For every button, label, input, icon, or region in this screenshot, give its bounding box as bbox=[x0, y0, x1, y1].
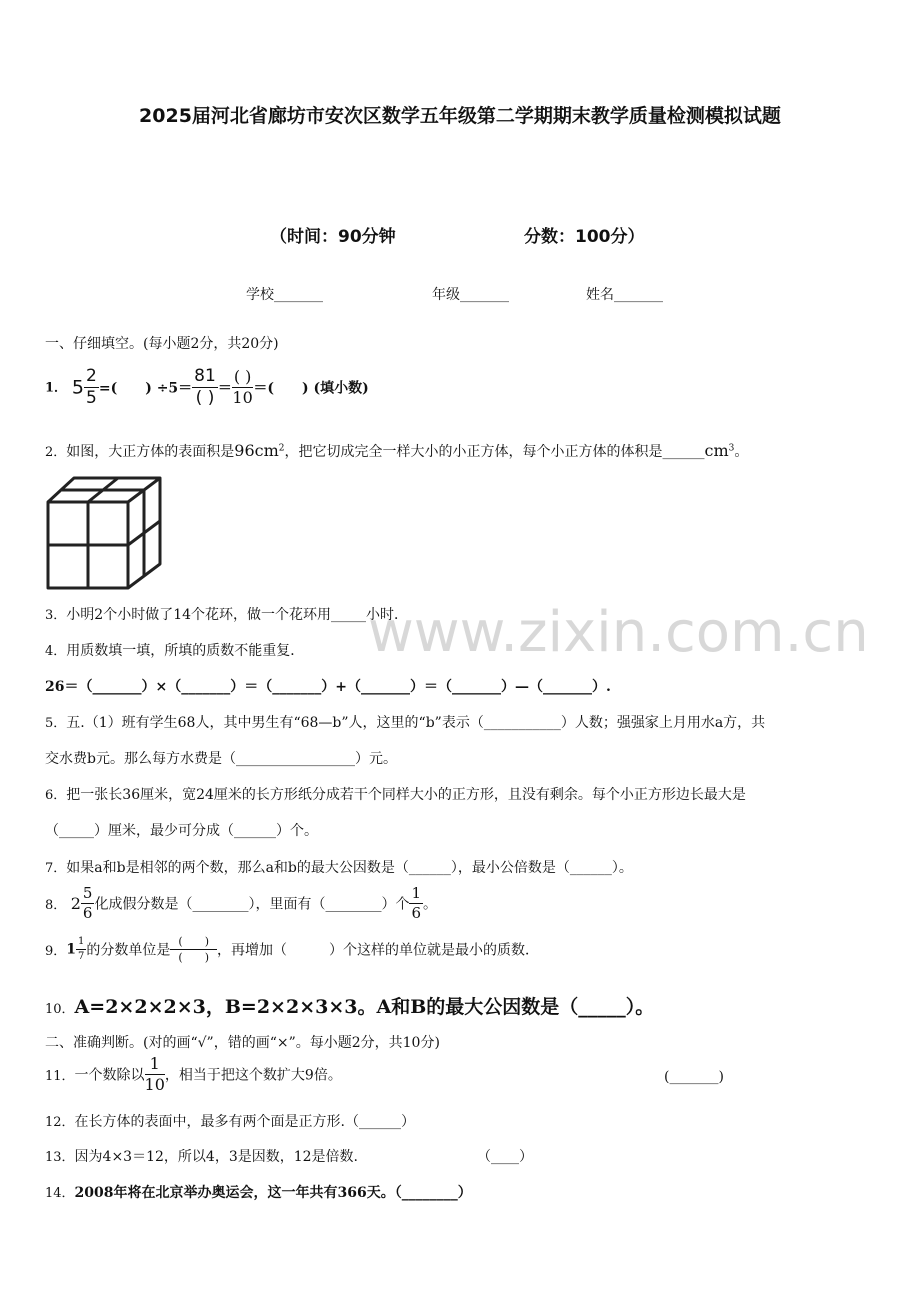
fraction: $\frac{1}{6}$ bbox=[411, 884, 422, 922]
q2-area: 96cm bbox=[234, 441, 279, 460]
question-3 bbox=[45, 604, 408, 624]
question-number: 9． bbox=[45, 944, 67, 959]
q10-text: A=2×2×2×3，B=2×2×3×3。A和B的最大公因数是（_____）。 bbox=[74, 996, 655, 1018]
question-number: 1． bbox=[45, 380, 68, 396]
q6-line1: 把一张长36厘米，宽24厘米的长方形纸分成若干个同样大小的正方形，且没有剩余。每个小正方形边长最大是 bbox=[66, 787, 746, 803]
question-11 bbox=[45, 1056, 342, 1093]
question-7 bbox=[45, 857, 633, 877]
name-field: 姓名_______ bbox=[586, 287, 663, 303]
fraction: $\frac{1}{10}$ bbox=[144, 1054, 165, 1094]
fraction: $\frac{( )}{( )}$ bbox=[170, 936, 217, 963]
q1-text-a: =( ) ÷5＝ bbox=[98, 380, 193, 397]
q5-line2: 交水费b元。那么每方水费是（_________________）元。 bbox=[45, 751, 397, 767]
q11-blank: (_______) bbox=[664, 1069, 724, 1085]
q7-text: 如果a和b是相邻的两个数，那么a和b的最大公因数是（______），最小公倍数是（______）。 bbox=[66, 860, 633, 876]
q12-text: 在长方体的表面中，最多有两个面是正方形.（______） bbox=[74, 1114, 415, 1130]
q1-text-b: ＝ bbox=[217, 380, 232, 397]
exam-title: 2025届河北省廊坊市安次区数学五年级第二学期期末教学质量检测模拟试题 bbox=[139, 105, 781, 127]
question-12 bbox=[45, 1111, 415, 1131]
q3-text: 小明2个小时做了14个花环，做一个花环用_____小时． bbox=[66, 607, 409, 623]
mixed-whole: 5 bbox=[71, 376, 85, 399]
question-14 bbox=[45, 1182, 472, 1202]
q14-text: 2008年将在北京举办奥运会，这一年共有366天。（________） bbox=[74, 1185, 472, 1201]
q2-exp: 2 bbox=[278, 443, 285, 454]
question-4 bbox=[45, 640, 304, 660]
section1-heading: 一、仔细填空。(每小题2分，共20分) bbox=[45, 336, 279, 352]
q13-blank: （____） bbox=[477, 1149, 533, 1165]
section2-heading: 二、准确判断。(对的画“√”，错的画“×”。每小题2分，共10分) bbox=[45, 1035, 440, 1051]
q9-text-b: ，再增加（ ）个这样的单位就是最小的质数． bbox=[217, 942, 539, 959]
question-number: 3． bbox=[45, 608, 67, 623]
q1-text-c: ＝( ) (填小数) bbox=[253, 380, 369, 397]
fraction: $\frac{81}{( )}$ bbox=[194, 366, 216, 408]
question-number: 2． bbox=[45, 445, 67, 460]
q2-text-b: ，把它切成完全一样大小的小正方体，每个小正方体的体积是______ bbox=[284, 444, 705, 460]
question-number: 11． bbox=[45, 1069, 75, 1084]
q2-text-c: 。 bbox=[734, 444, 749, 460]
q8-text-a: 化成假分数是（________），里面有（________）个 bbox=[94, 896, 410, 913]
fraction: $\frac{1}{7}$ bbox=[78, 936, 85, 962]
exam-score: 分数：100分） bbox=[524, 227, 645, 247]
question-10 bbox=[45, 992, 654, 1019]
question-8 bbox=[45, 886, 437, 921]
q4-text: 用质数填一填，所填的质数不能重复． bbox=[66, 643, 305, 659]
q9-text-a: 的分数单位是 bbox=[86, 942, 171, 959]
fraction: $\frac{2}{5}$ bbox=[86, 366, 97, 408]
school-field: 学校_______ bbox=[246, 287, 323, 303]
q11-text-b: ，相当于把这个数扩大9倍。 bbox=[164, 1067, 342, 1084]
q5-line1: 五.（1）班有学生68人，其中男生有“68—b”人，这里的“b”表示（___________）人数；强强家上月用水a方，共 bbox=[66, 715, 766, 731]
fraction: $\frac{( )}{10}$ bbox=[232, 367, 253, 407]
question-1 bbox=[45, 368, 369, 407]
question-number: 8． bbox=[45, 898, 67, 913]
q2-unit: cm bbox=[704, 441, 729, 460]
question-number: 12． bbox=[45, 1115, 75, 1130]
q8-text-b: 。 bbox=[423, 896, 438, 913]
q6-line2: （_____）厘米，最少可分成（______）个。 bbox=[45, 823, 318, 839]
q4-equation: 26＝（_______）×（_______）＝（_______）+（_______）＝（_______）—（_______）. bbox=[45, 679, 611, 695]
q11-text-a: 一个数除以 bbox=[74, 1067, 145, 1084]
question-number: 13． bbox=[45, 1150, 75, 1165]
question-9 bbox=[45, 936, 539, 963]
question-number: 10． bbox=[45, 1002, 75, 1017]
grade-field: 年级_______ bbox=[432, 287, 509, 303]
exam-time: （时间：90分钟 bbox=[270, 227, 396, 247]
q2-text-a: 如图，大正方体的表面积是 bbox=[66, 444, 235, 460]
question-5 bbox=[45, 712, 765, 732]
question-6 bbox=[45, 784, 746, 804]
question-number: 6． bbox=[45, 788, 67, 803]
mixed-whole: 1 bbox=[66, 941, 77, 958]
question-number: 4． bbox=[45, 644, 67, 659]
cube-figure bbox=[44, 474, 166, 594]
question-number: 5． bbox=[45, 716, 67, 731]
fraction: $\frac{5}{6}$ bbox=[82, 884, 93, 922]
q13-text: 因为4×3＝12，所以4，3是因数，12是倍数. bbox=[74, 1149, 358, 1165]
question-number: 7． bbox=[45, 861, 67, 876]
question-13 bbox=[45, 1146, 358, 1166]
question-number: 14． bbox=[45, 1186, 75, 1201]
watermark: www.zixin.com.cn bbox=[368, 600, 869, 665]
q2-exp: 3 bbox=[728, 443, 735, 454]
question-2 bbox=[45, 441, 748, 461]
mixed-whole: 2 bbox=[70, 894, 81, 913]
